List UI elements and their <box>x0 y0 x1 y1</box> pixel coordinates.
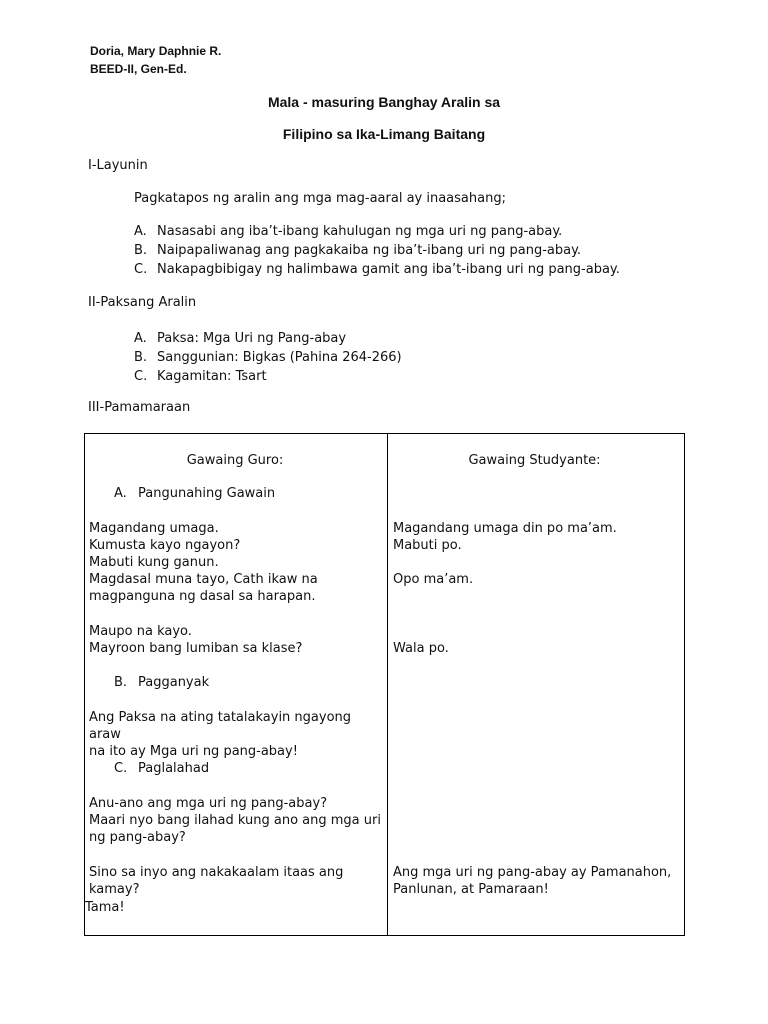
author-name: Doria, Mary Daphnie R. <box>90 44 222 58</box>
teacher-greeting-block: Magandang umaga. Kumusta kayo ngayon? Mabuti kung ganun. Magdasal muna tayo, Cath ikaw na magpanguna ng dasal sa harapan. <box>89 521 318 604</box>
section-heading-pamamaraan: III-Pamamaraan <box>88 400 191 415</box>
teacher-column-header: Gawaing Guro: <box>186 453 284 468</box>
subsection-c: C. Paglalahad <box>114 761 210 776</box>
teacher-affirmation: Tama! <box>85 900 125 915</box>
objectives-list <box>134 222 620 279</box>
subsection-a: A. Pangunahing Gawain <box>114 486 276 501</box>
section-intro: Pagkatapos ng aralin ang mga mag-aaral ay inaasahang; <box>134 191 506 206</box>
list-item: C. Kagamitan: Tsart <box>134 369 267 384</box>
topic-list <box>134 329 402 386</box>
student-prayer-reply: Opo ma’am. <box>393 572 474 587</box>
list-item: A. Paksa: Mga Uri ng Pang-abay <box>134 331 347 346</box>
teacher-presentation-block: Anu-ano ang mga uri ng pang-abay? Maari nyo bang ilahad kung ano ang mga uri ng pang-abay? <box>89 796 381 845</box>
teacher-question: Sino sa inyo ang nakakaalam itaas ang kamay? <box>89 865 344 897</box>
student-answer-block: Ang mga uri ng pang-abay ay Pamanahon, Panlunan, at Pamaraan! <box>393 865 672 897</box>
student-attendance-reply: Wala po. <box>393 641 449 656</box>
section-heading-layunin: I-Layunin <box>88 158 148 173</box>
list-item: B. Naipapaliwanag ang pagkakaiba ng iba’t-ibang uri ng pang-abay. <box>134 243 582 258</box>
student-greeting-block: Magandang umaga din po ma’am. Mabuti po. <box>393 521 617 553</box>
title-line-2: Filipino sa Ika-Limang Baitang <box>282 126 486 142</box>
section-heading-paksang-aralin: II-Paksang Aralin <box>88 295 197 310</box>
column-divider <box>387 434 388 935</box>
lesson-table <box>84 433 685 936</box>
title-line-1: Mala - masuring Banghay Aralin sa <box>267 94 501 110</box>
author-course: BEED-II, Gen-Ed. <box>90 62 187 76</box>
subsection-b: B. Pagganyak <box>114 675 210 690</box>
author-block <box>90 42 221 78</box>
student-column-header: Gawaing Studyante: <box>468 453 601 468</box>
list-item: C. Nakapagbibigay ng halimbawa gamit ang iba’t-ibang uri ng pang-abay. <box>134 262 620 277</box>
teacher-motivation-block: Ang Paksa na ating tatalakayin ngayong araw na ito ay Mga uri ng pang-abay! <box>89 710 352 759</box>
list-item: B. Sanggunian: Bigkas (Pahina 264-266) <box>134 350 402 365</box>
teacher-attendance-block: Maupo na kayo. Mayroon bang lumiban sa klase? <box>89 624 303 656</box>
list-item: A. Nasasabi ang iba’t-ibang kahulugan ng mga uri ng pang-abay. <box>134 224 563 239</box>
